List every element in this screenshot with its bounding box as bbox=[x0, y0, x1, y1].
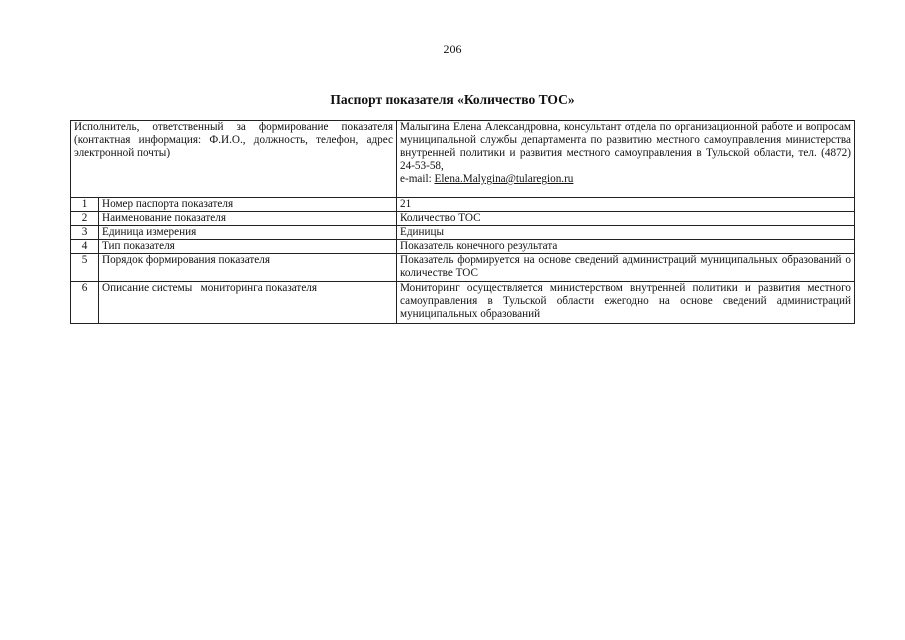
row-label: Описание системы мониторинга показателя bbox=[99, 282, 397, 324]
row-value: Показатель формируется на основе сведений администраций муниципальных образований о количестве ТОС bbox=[397, 254, 855, 282]
row-value: Количество ТОС bbox=[397, 212, 855, 226]
row-number: 4 bbox=[71, 240, 99, 254]
email-prefix: e-mail: bbox=[400, 173, 435, 185]
responsible-value bbox=[397, 121, 855, 198]
table-row bbox=[71, 226, 855, 240]
table-row bbox=[71, 212, 855, 226]
row-value: 21 bbox=[397, 198, 855, 212]
row-label: Тип показателя bbox=[99, 240, 397, 254]
table-row bbox=[71, 240, 855, 254]
row-number: 6 bbox=[71, 282, 99, 324]
row-label: Наименование показателя bbox=[99, 212, 397, 226]
row-number: 2 bbox=[71, 212, 99, 226]
responsible-contact: Малыгина Елена Александровна, консультант отдела по организационной работе и вопросам муниципальной службы департамента по развитию местного самоуправления министерства внутренней политики и развития местного самоуправления в Тульской области, тел. (4872) 24-53-58, bbox=[400, 121, 851, 172]
table-row-responsible bbox=[71, 121, 855, 198]
row-number: 3 bbox=[71, 226, 99, 240]
row-value: Показатель конечного результата bbox=[397, 240, 855, 254]
row-label: Номер паспорта показателя bbox=[99, 198, 397, 212]
row-number: 1 bbox=[71, 198, 99, 212]
table-row bbox=[71, 282, 855, 324]
responsible-label: Исполнитель, ответственный за формирование показателя (контактная информация: Ф.И.О., должность, телефон, адрес электронной почты) bbox=[71, 121, 397, 198]
page-number: 206 bbox=[443, 42, 462, 56]
row-value: Единицы bbox=[397, 226, 855, 240]
email-link[interactable]: Elena.Malygina@tularegion.ru bbox=[434, 173, 574, 185]
row-number: 5 bbox=[71, 254, 99, 282]
row-label: Единица измерения bbox=[99, 226, 397, 240]
page-title: Паспорт показателя «Количество ТОС» bbox=[330, 92, 575, 107]
row-value: Мониторинг осуществляется министерством внутренней политики и развития местного самоуправления в Тульской области ежегодно на основе сведений администраций муниципальных образований bbox=[397, 282, 855, 324]
table-row bbox=[71, 198, 855, 212]
table-row bbox=[71, 254, 855, 282]
row-label: Порядок формирования показателя bbox=[99, 254, 397, 282]
indicator-passport-table bbox=[70, 120, 855, 324]
